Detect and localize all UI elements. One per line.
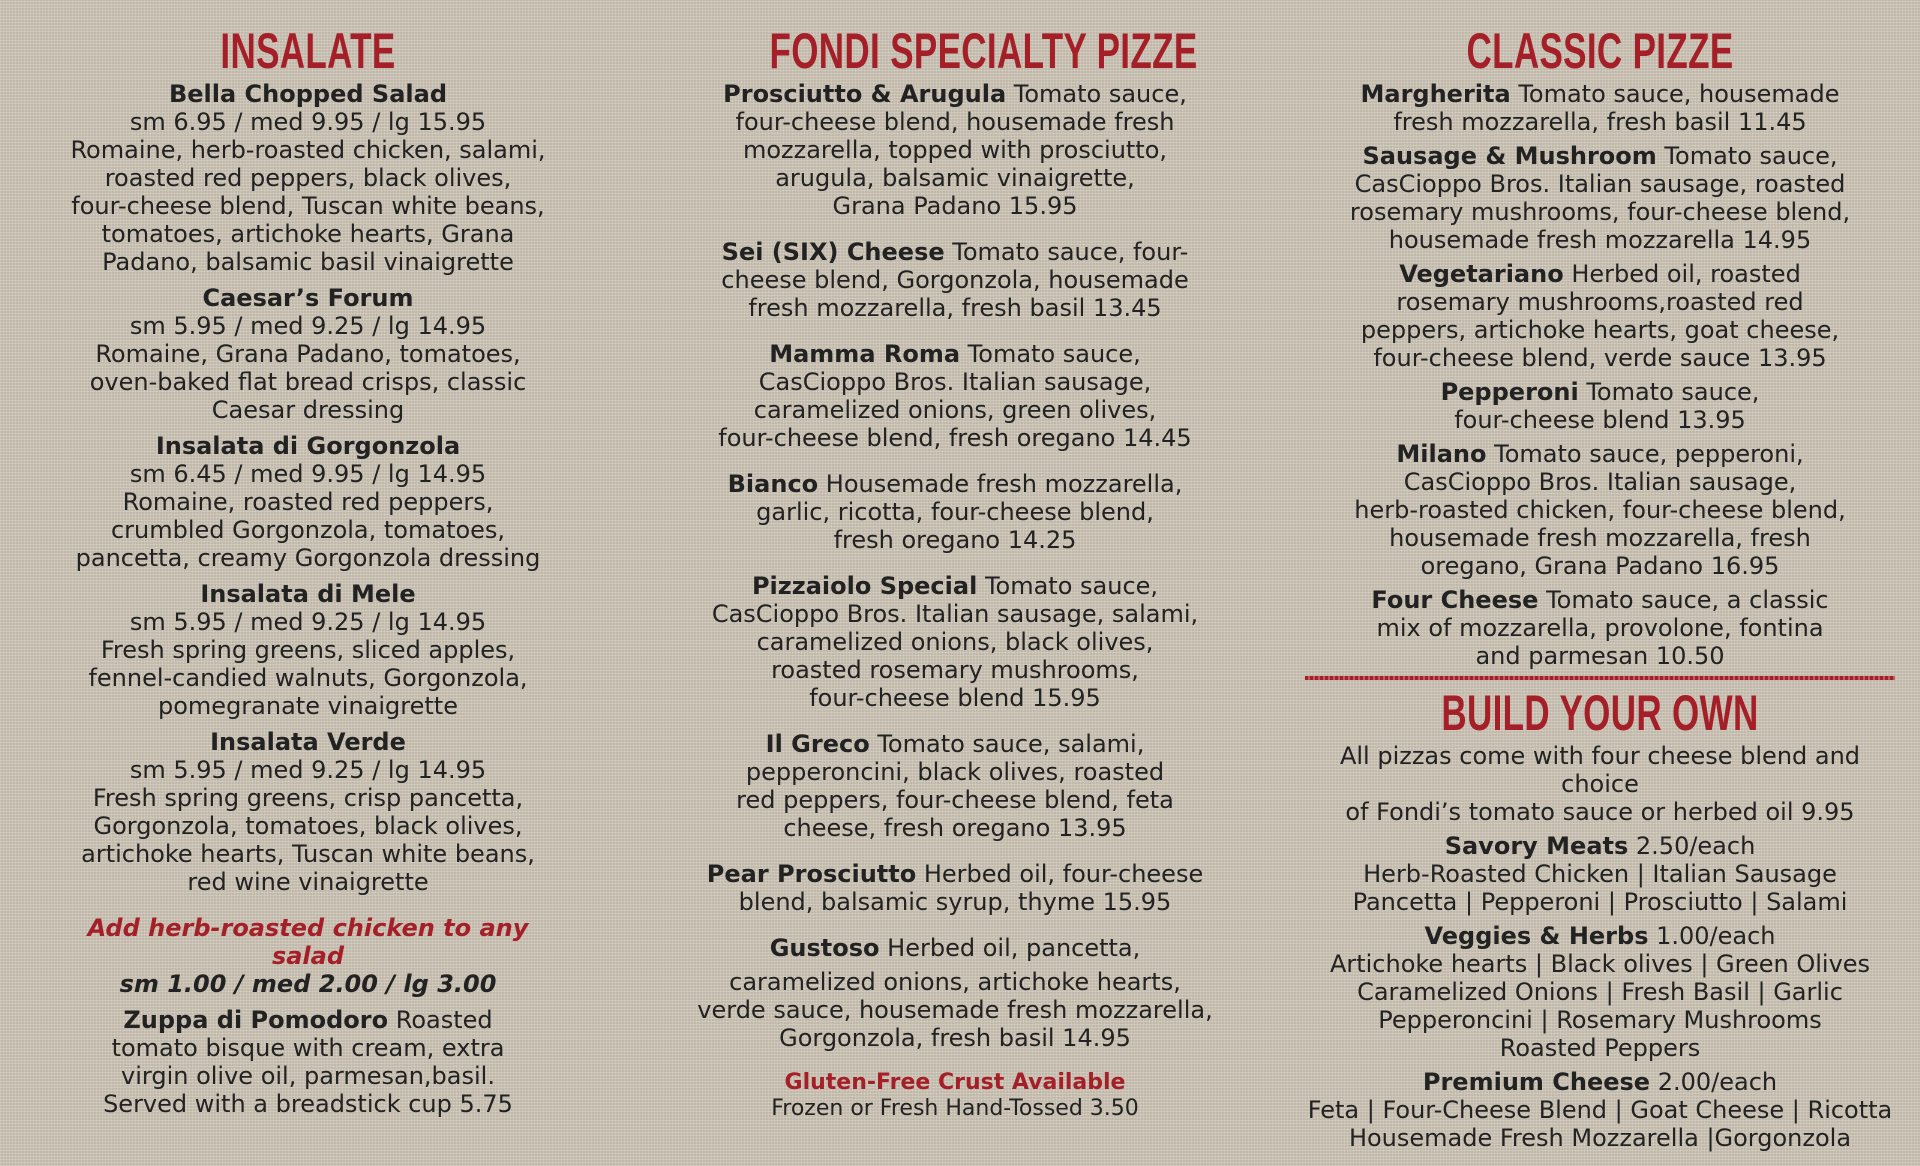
item-desc-line: red wine vinaigrette bbox=[187, 868, 429, 896]
item-name: Insalata di Gorgonzola bbox=[155, 432, 461, 460]
item-desc-line: pepperoncini, black olives, roasted bbox=[745, 758, 1165, 786]
topping-list-line: Artichoke hearts | Black olives | Green Olives bbox=[1329, 950, 1871, 978]
item-first-line bbox=[690, 730, 1220, 758]
item-first-line bbox=[690, 860, 1220, 888]
topping-list-line: Herb-Roasted Chicken | Italian Sausage bbox=[1363, 860, 1837, 888]
menu-item bbox=[1300, 378, 1900, 434]
item-desc-line: four-cheese blend, verde sauce 13.95 bbox=[1373, 344, 1827, 372]
topping-group-name: Veggies & Herbs bbox=[1424, 922, 1649, 950]
menu-item bbox=[690, 860, 1220, 916]
item-first-line bbox=[1300, 440, 1900, 468]
topping-group-price: 1.00/each bbox=[1648, 922, 1776, 950]
item-desc-line: Served with a breadstick cup 5.75 bbox=[103, 1090, 513, 1118]
item-name: Pizzaiolo Special bbox=[751, 572, 978, 600]
item-first-line bbox=[1300, 80, 1900, 108]
menu-item bbox=[58, 432, 558, 572]
item-desc-start: Tomato sauce, bbox=[1006, 80, 1187, 108]
item-desc-line: caramelized onions, green olives, bbox=[753, 396, 1157, 424]
item-desc-line: CasCioppo Bros. Italian sausage, bbox=[758, 368, 1152, 396]
item-prices: sm 5.95 / med 9.25 / lg 14.95 bbox=[129, 756, 487, 784]
item-name: Bianco bbox=[727, 470, 819, 498]
item-desc-start: Tomato sauce, pepperoni, bbox=[1486, 440, 1804, 468]
item-name: Sausage & Mushroom bbox=[1362, 142, 1657, 170]
item-first-line bbox=[690, 238, 1220, 266]
item-desc-line: virgin olive oil, parmesan,basil. bbox=[121, 1062, 495, 1090]
item-desc-line: herb-roasted chicken, four-cheese blend, bbox=[1354, 496, 1846, 524]
menu-item bbox=[1300, 142, 1900, 254]
item-name: Margherita bbox=[1360, 80, 1511, 108]
section-divider bbox=[1305, 676, 1895, 680]
item-desc-line: CasCioppo Bros. Italian sausage, bbox=[1403, 468, 1797, 496]
item-desc-line: pancetta, creamy Gorgonzola dressing bbox=[75, 544, 541, 572]
item-first-line bbox=[1300, 142, 1900, 170]
menu-item bbox=[58, 284, 558, 424]
gluten-free-subtitle: Frozen or Fresh Hand-Tossed 3.50 bbox=[771, 1096, 1139, 1121]
item-desc-start: Tomato sauce, salami, bbox=[869, 730, 1145, 758]
item-name: Zuppa di Pomodoro bbox=[123, 1006, 389, 1034]
item-desc-start: Housemade fresh mozzarella, bbox=[818, 470, 1183, 498]
build-heading: BUILD YOUR OWN bbox=[1441, 685, 1759, 741]
item-desc-start: Herbed oil, pancetta, bbox=[879, 934, 1141, 962]
item-name: Insalata Verde bbox=[210, 728, 406, 756]
item-desc-line: four-cheese blend 13.95 bbox=[1454, 406, 1746, 434]
item-desc-start: Tomato sauce, housemade bbox=[1510, 80, 1840, 108]
item-desc-line: garlic, ricotta, four-cheese blend, bbox=[756, 498, 1154, 526]
gluten-free-note bbox=[690, 1070, 1220, 1122]
topping-group-title bbox=[1300, 832, 1900, 860]
item-desc-line: mix of mozzarella, provolone, fontina bbox=[1376, 614, 1824, 642]
item-name: Milano bbox=[1396, 440, 1487, 468]
item-first-line bbox=[1300, 260, 1900, 288]
item-desc-line: Gorgonzola, fresh basil 14.95 bbox=[779, 1024, 1131, 1052]
addon-prices: sm 1.00 / med 2.00 / lg 3.00 bbox=[119, 970, 497, 998]
item-desc-line: CasCioppo Bros. Italian sausage, roasted bbox=[1354, 170, 1846, 198]
topping-list-line: Pancetta | Pepperoni | Prosciutto | Salami bbox=[1352, 888, 1848, 916]
item-first-line bbox=[58, 1006, 558, 1034]
item-first-line bbox=[690, 80, 1220, 108]
item-desc-line: peppers, artichoke hearts, goat cheese, bbox=[1360, 316, 1840, 344]
item-desc-start: Tomato sauce, bbox=[1578, 378, 1760, 406]
item-first-line bbox=[690, 340, 1220, 368]
item-desc-line: oven-baked flat bread crisps, classic bbox=[89, 368, 527, 396]
item-name: Prosciutto & Arugula bbox=[723, 80, 1007, 108]
insalate-section bbox=[58, 22, 558, 1118]
item-desc-line: housemade fresh mozzarella 14.95 bbox=[1388, 226, 1812, 254]
specialty-heading: FONDI SPECIALTY PIZZE bbox=[769, 23, 1198, 79]
item-name: Mamma Roma bbox=[769, 340, 961, 368]
menu-item bbox=[1300, 586, 1900, 670]
item-name: Pepperoni bbox=[1440, 378, 1579, 406]
item-first-line bbox=[690, 572, 1220, 600]
menu-item bbox=[690, 934, 1220, 1052]
item-first-line bbox=[1300, 586, 1900, 614]
item-desc-line: artichoke hearts, Tuscan white beans, bbox=[81, 840, 535, 868]
item-desc-line: four-cheese blend, housemade fresh bbox=[735, 108, 1175, 136]
topping-list-line: Feta | Four-Cheese Blend | Goat Cheese | Ricotta bbox=[1307, 1096, 1893, 1124]
item-prices: sm 5.95 / med 9.25 / lg 14.95 bbox=[129, 608, 487, 636]
item-desc-line: Romaine, Grana Padano, tomatoes, bbox=[95, 340, 521, 368]
item-desc-line: fresh oregano 14.25 bbox=[833, 526, 1077, 554]
topping-group-price: 2.50/each bbox=[1628, 832, 1756, 860]
specialty-section bbox=[690, 22, 1220, 1122]
item-desc-line: pomegranate vinaigrette bbox=[158, 692, 458, 720]
item-desc-line: cheese, fresh oregano 13.95 bbox=[783, 814, 1127, 842]
item-desc-line: Padano, balsamic basil vinaigrette bbox=[102, 248, 514, 276]
menu-item bbox=[58, 580, 558, 720]
item-desc-start: Roasted bbox=[388, 1006, 493, 1034]
topping-list-line: Housemade Fresh Mozzarella |Gorgonzola bbox=[1348, 1124, 1852, 1152]
item-desc-start: Tomato sauce, a classic bbox=[1538, 586, 1829, 614]
item-desc-line: tomato bisque with cream, extra bbox=[111, 1034, 505, 1062]
item-desc-line: verde sauce, housemade fresh mozzarella, bbox=[697, 996, 1213, 1024]
item-desc-line: mozzarella, topped with prosciutto, bbox=[742, 136, 1168, 164]
item-name: Vegetariano bbox=[1399, 260, 1564, 288]
item-desc-line: blend, balsamic syrup, thyme 15.95 bbox=[738, 888, 1172, 916]
item-desc-start: Herbed oil, roasted bbox=[1563, 260, 1801, 288]
item-desc-line: roasted red peppers, black olives, bbox=[104, 164, 512, 192]
item-desc-line: Romaine, herb-roasted chicken, salami, bbox=[70, 136, 546, 164]
item-desc-line: caramelized onions, black olives, bbox=[756, 628, 1154, 656]
item-desc-line: fresh mozzarella, fresh basil 13.45 bbox=[748, 294, 1162, 322]
insalate-heading: INSALATE bbox=[220, 23, 396, 79]
item-name: Il Greco bbox=[765, 730, 870, 758]
item-desc-line: rosemary mushrooms, four-cheese blend, bbox=[1349, 198, 1851, 226]
topping-group bbox=[1300, 1068, 1900, 1152]
classic-heading: CLASSIC PIZZE bbox=[1466, 23, 1734, 79]
item-desc-line: four-cheese blend 15.95 bbox=[809, 684, 1101, 712]
item-desc-line: fennel-candied walnuts, Gorgonzola, bbox=[88, 664, 528, 692]
menu-item bbox=[1300, 260, 1900, 372]
item-desc-line: Romaine, roasted red peppers, bbox=[122, 488, 494, 516]
addon-note-text: Add herb-roasted chicken to any salad bbox=[87, 914, 529, 970]
item-desc-start: Tomato sauce, bbox=[960, 340, 1141, 368]
menu-item bbox=[690, 730, 1220, 842]
build-intro-line: All pizzas come with four cheese blend and choice bbox=[1339, 742, 1861, 798]
menu-item bbox=[690, 238, 1220, 322]
classic-section bbox=[1300, 22, 1900, 1152]
item-desc-line: tomatoes, artichoke hearts, Grana bbox=[101, 220, 515, 248]
item-desc-start: Tomato sauce, four- bbox=[944, 238, 1189, 266]
item-desc-line: crumbled Gorgonzola, tomatoes, bbox=[110, 516, 506, 544]
item-prices: sm 6.45 / med 9.95 / lg 14.95 bbox=[129, 460, 487, 488]
item-prices: sm 6.95 / med 9.95 / lg 15.95 bbox=[129, 108, 487, 136]
item-desc-start: Herbed oil, four-cheese bbox=[916, 860, 1204, 888]
topping-group-title bbox=[1300, 1068, 1900, 1096]
topping-list-line: Pepperoncini | Rosemary Mushrooms bbox=[1378, 1006, 1822, 1034]
item-desc-line: four-cheese blend, Tuscan white beans, bbox=[71, 192, 545, 220]
item-desc-line: Grana Padano 15.95 bbox=[832, 192, 1078, 220]
menu-item bbox=[58, 728, 558, 896]
item-desc-line: Fresh spring greens, crisp pancetta, bbox=[92, 784, 524, 812]
item-desc-line: Caesar dressing bbox=[211, 396, 405, 424]
item-name: Caesar’s Forum bbox=[202, 284, 414, 312]
item-desc-line: Fresh spring greens, sliced apples, bbox=[100, 636, 516, 664]
item-name: Gustoso bbox=[769, 934, 880, 962]
item-desc-start: Tomato sauce, bbox=[977, 572, 1159, 600]
item-desc-line: fresh mozzarella, fresh basil 11.45 bbox=[1393, 108, 1807, 136]
menu-item bbox=[690, 80, 1220, 220]
menu-item bbox=[1300, 80, 1900, 136]
topping-group-title bbox=[1300, 922, 1900, 950]
gluten-free-title: Gluten-Free Crust Available bbox=[784, 1070, 1126, 1095]
menu-item bbox=[690, 572, 1220, 712]
addon-note bbox=[58, 914, 558, 998]
topping-list-line: Roasted Peppers bbox=[1499, 1034, 1701, 1062]
item-desc-line: red peppers, four-cheese blend, feta bbox=[736, 786, 1174, 814]
topping-group-name: Premium Cheese bbox=[1422, 1068, 1651, 1096]
item-desc-line: four-cheese blend, fresh oregano 14.45 bbox=[718, 424, 1192, 452]
item-name: Four Cheese bbox=[1371, 586, 1539, 614]
topping-group-name: Savory Meats bbox=[1444, 832, 1629, 860]
item-desc-line: roasted rosemary mushrooms, bbox=[771, 656, 1139, 684]
topping-group-price: 2.00/each bbox=[1650, 1068, 1778, 1096]
item-name: Sei (SIX) Cheese bbox=[721, 238, 945, 266]
item-desc-line: oregano, Grana Padano 16.95 bbox=[1420, 552, 1780, 580]
item-desc-line: rosemary mushrooms,roasted red bbox=[1396, 288, 1804, 316]
item-desc-line: arugula, balsamic vinaigrette, bbox=[775, 164, 1135, 192]
item-desc-line: Gorgonzola, tomatoes, black olives, bbox=[93, 812, 523, 840]
menu-item-zuppa bbox=[58, 1006, 558, 1118]
item-name: Pear Prosciutto bbox=[706, 860, 917, 888]
item-name: Insalata di Mele bbox=[200, 580, 416, 608]
menu-item bbox=[58, 80, 558, 276]
topping-list-line: Caramelized Onions | Fresh Basil | Garlic bbox=[1357, 978, 1843, 1006]
topping-group bbox=[1300, 832, 1900, 916]
item-first-line bbox=[1300, 378, 1900, 406]
item-first-line bbox=[690, 470, 1220, 498]
item-desc-line: caramelized onions, artichoke hearts, bbox=[729, 968, 1181, 996]
menu-item bbox=[690, 340, 1220, 452]
menu-item bbox=[1300, 440, 1900, 580]
item-first-line bbox=[690, 934, 1220, 962]
item-desc-line: cheese blend, Gorgonzola, housemade bbox=[721, 266, 1189, 294]
build-intro-line: of Fondi’s tomato sauce or herbed oil 9.95 bbox=[1345, 798, 1855, 826]
item-name: Bella Chopped Salad bbox=[168, 80, 447, 108]
item-desc-start: Tomato sauce, bbox=[1656, 142, 1838, 170]
item-desc-line: housemade fresh mozzarella, fresh bbox=[1389, 524, 1811, 552]
topping-group bbox=[1300, 922, 1900, 1062]
menu-item bbox=[690, 470, 1220, 554]
item-desc-line: and parmesan 10.50 bbox=[1475, 642, 1725, 670]
item-prices: sm 5.95 / med 9.25 / lg 14.95 bbox=[129, 312, 487, 340]
item-desc-line: CasCioppo Bros. Italian sausage, salami, bbox=[711, 600, 1199, 628]
